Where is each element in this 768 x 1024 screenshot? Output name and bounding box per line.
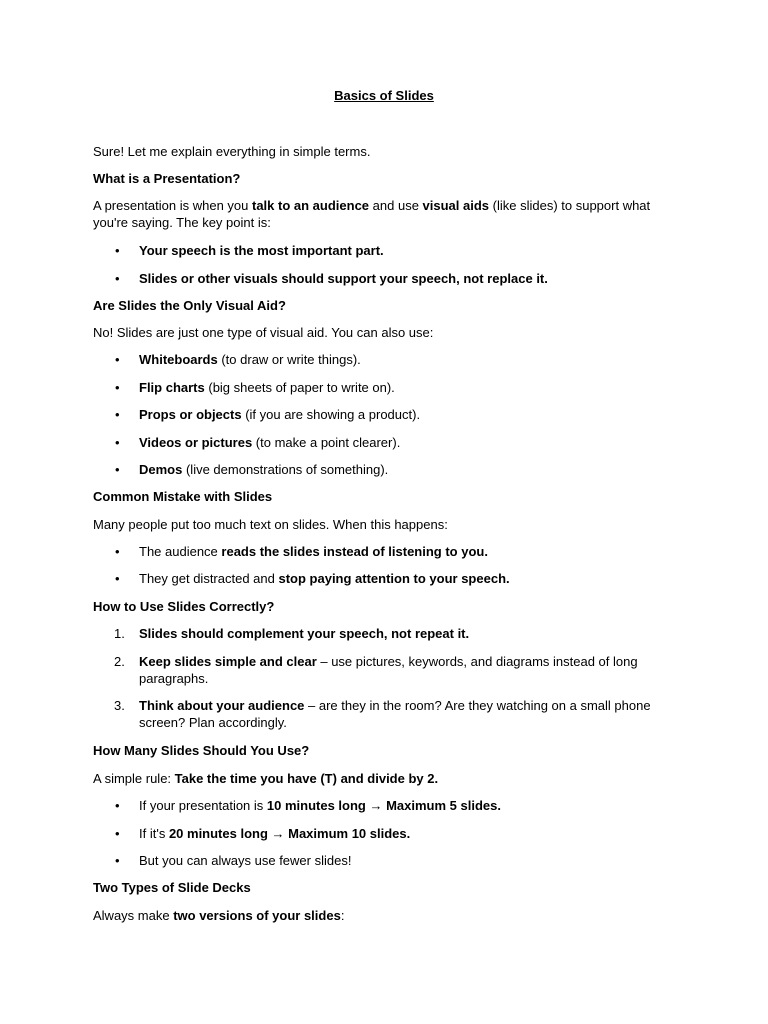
list-item: If it's 20 minutes long → Maximum 10 slides. xyxy=(139,826,411,841)
bullet-icon: • xyxy=(115,544,120,559)
bullet-icon: • xyxy=(115,798,120,813)
section-heading: Are Slides the Only Visual Aid? xyxy=(93,298,286,313)
paragraph: A simple rule: Take the time you have (T) and divide by 2. xyxy=(93,771,439,786)
list-item: The audience reads the slides instead of listening to you. xyxy=(139,544,488,559)
section-heading: What is a Presentation? xyxy=(93,171,241,186)
bullet-icon: • xyxy=(115,271,120,286)
list-item: Whiteboards (to draw or write things). xyxy=(139,352,361,367)
list-number: 2. xyxy=(114,654,125,669)
list-item: They get distracted and stop paying attention to your speech. xyxy=(139,571,510,586)
paragraph-continued: you're saying. The key point is: xyxy=(93,215,271,230)
paragraph: Many people put too much text on slides. When this happens: xyxy=(93,517,448,532)
list-item: Slides should complement your speech, not repeat it. xyxy=(139,626,470,641)
list-item: Your speech is the most important part. xyxy=(139,243,384,258)
bullet-icon: • xyxy=(115,826,120,841)
section-heading: How to Use Slides Correctly? xyxy=(93,599,275,614)
list-item: Slides or other visuals should support your speech, not replace it. xyxy=(139,271,548,286)
paragraph: A presentation is when you talk to an audience and use visual aids (like slides) to support what xyxy=(93,198,651,213)
list-item: Videos or pictures (to make a point clearer). xyxy=(139,435,401,450)
bullet-icon: • xyxy=(115,352,120,367)
bullet-icon: • xyxy=(115,853,120,868)
section-heading: How Many Slides Should You Use? xyxy=(93,743,310,758)
list-item: Flip charts (big sheets of paper to write on). xyxy=(139,380,395,395)
paragraph: Always make two versions of your slides: xyxy=(93,908,345,923)
list-item: Keep slides simple and clear – use pictures, keywords, and diagrams instead of long paragraphs. xyxy=(139,654,638,686)
list-number: 1. xyxy=(114,626,125,641)
bullet-icon: • xyxy=(115,435,120,450)
bullet-icon: • xyxy=(115,407,120,422)
paragraph: No! Slides are just one type of visual aid. You can also use: xyxy=(93,325,434,340)
bullet-icon: • xyxy=(115,243,120,258)
list-item: Think about your audience – are they in the room? Are they watching on a small phone screen? Plan accordingly. xyxy=(139,698,651,730)
list-item: Props or objects (if you are showing a product). xyxy=(139,407,421,422)
bullet-icon: • xyxy=(115,462,120,477)
list-item: But you can always use fewer slides! xyxy=(139,853,352,868)
list-item: If your presentation is 10 minutes long → Maximum 5 slides. xyxy=(139,798,501,813)
document-title: Basics of Slides xyxy=(334,88,434,103)
section-heading: Two Types of Slide Decks xyxy=(93,880,251,895)
list-number: 3. xyxy=(114,698,125,713)
bullet-icon: • xyxy=(115,380,120,395)
intro-paragraph: Sure! Let me explain everything in simple terms. xyxy=(93,144,371,159)
bullet-icon: • xyxy=(115,571,120,586)
section-heading: Common Mistake with Slides xyxy=(93,489,273,504)
list-item: Demos (live demonstrations of something). xyxy=(139,462,389,477)
